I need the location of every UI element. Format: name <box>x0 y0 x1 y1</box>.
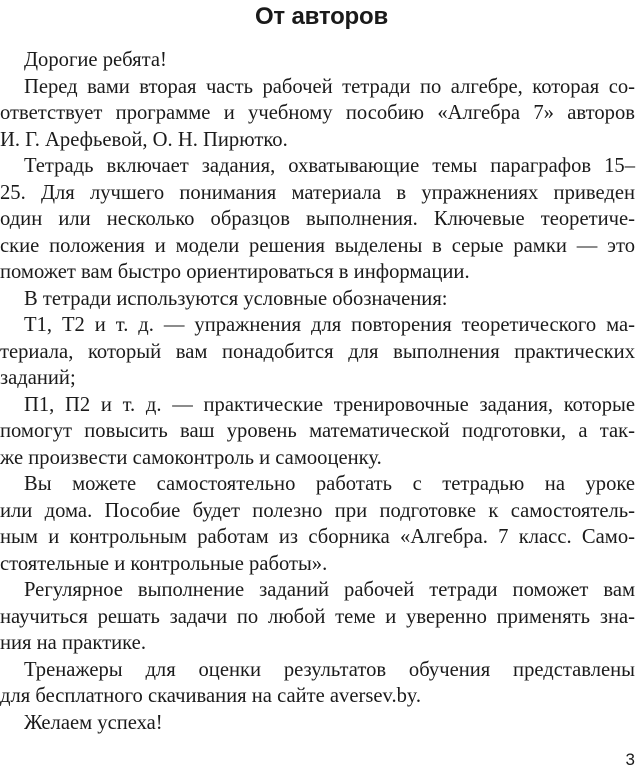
text-line: же произвести самоконтроль и самооценку. <box>0 446 382 469</box>
text-line: стоятельные и контрольные работы». <box>0 552 328 575</box>
text-line: Перед вами вторая часть рабочей тетради по алгебре, которая со- <box>24 75 635 98</box>
text-line: В тетради используются условные обозначения: <box>24 287 448 310</box>
text-line: Тренажеры для оценки результатов обучения представлены <box>24 658 635 681</box>
text-line: помогут повысить ваш уровень математической подготовки, а так- <box>0 420 635 442</box>
body-text <box>0 47 635 736</box>
text-line: Желаем успеха! <box>24 711 163 734</box>
text-line: ответствует программе и учебному пособию «Алгебра 7» авторов <box>0 102 635 124</box>
text-line: поможет вам быстро ориентироваться в информации. <box>0 261 470 283</box>
page-number: 3 <box>625 750 635 769</box>
text-line: один или несколько образцов выполнения. Ключевые теоретиче- <box>0 208 635 230</box>
text-line: научиться решать задачи по любой теме и уверенно применять зна- <box>0 605 635 628</box>
text-line: териала, который вам понадобится для выполнения практических <box>0 340 635 363</box>
text-line: ным и контрольным работам из сборника «Алгебра. 7 класс. Само- <box>0 526 635 548</box>
text-line: Тетрадь включает задания, охватывающие темы параграфов 15– <box>24 155 635 177</box>
text-line: И. Г. Арефьевой, О. Н. Пирютко. <box>0 128 288 151</box>
text-line: заданий; <box>0 367 76 389</box>
page-title: От авторов <box>254 3 389 30</box>
text-line: Вы можете самостоятельно работать с тетрадью на уроке <box>24 473 635 495</box>
text-line: Дорогие ребята! <box>24 49 167 71</box>
text-line: П1, П2 и т. д. — практические тренировочные задания, которые <box>24 393 635 416</box>
text-line: Регулярное выполнение заданий рабочей тетради поможет вам <box>24 579 635 601</box>
text-line: ния на практике. <box>0 632 146 654</box>
text-line: 25. Для лучшего понимания материала в упражнениях приведен <box>0 181 635 204</box>
text-line: для бесплатного скачивания на сайте aversev.by. <box>0 685 422 707</box>
text-line: или дома. Пособие будет полезно при подготовке к самостоятель- <box>0 499 635 522</box>
text-line: Т1, Т2 и т. д. — упражнения для повторения теоретического ма- <box>24 314 635 336</box>
text-line: ские положения и модели решения выделены в серые рамки — это <box>0 234 635 257</box>
